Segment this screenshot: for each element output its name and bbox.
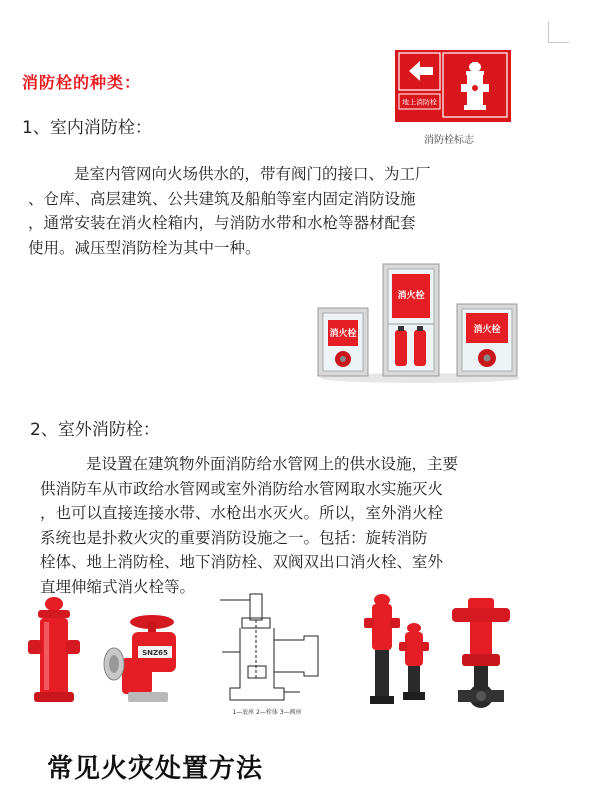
section1-paragraph <box>28 162 568 260</box>
section2-line: 是设置在建筑物外面消防给水管网上的供水设施，主要 <box>86 455 459 473</box>
cabinet-right <box>457 304 517 376</box>
section2-title: 2、室外消防栓： <box>30 420 160 440</box>
indoor-hydrant-cabinets-image <box>315 262 525 384</box>
section2-line: 供消防车从市政给水管网或室外消防给水管网取水实施灭火 <box>40 479 444 498</box>
sign-label: 地上消防栓 <box>402 98 437 107</box>
section1-line: 是室内管网向火场供水的，带有阀门的接口、为工厂 <box>74 165 431 183</box>
angle-valve-image <box>104 615 176 702</box>
diagram-caption: 1—底座 2—栓体 3—阀座 <box>232 709 302 716</box>
two-hydrants-image <box>364 594 429 704</box>
hydrant-types-heading: 消防栓的种类： <box>22 73 142 92</box>
sign-caption: 消防栓标志 <box>424 135 474 146</box>
cabinet-left <box>318 308 368 376</box>
section2-line: 栓体、地上消防栓、地下消防栓、双阀双出口消火栓、室外 <box>40 553 444 571</box>
section1-line: 、仓库、高层建筑、公共建筑及船舶等室内固定消防设施 <box>28 189 416 208</box>
cabinet-middle <box>383 264 439 376</box>
page-corner-mark <box>548 22 569 43</box>
cabinet-left-text: 消火栓 <box>329 329 357 339</box>
valve-label: SNZ65 <box>142 649 168 657</box>
section2-paragraph <box>40 452 580 599</box>
hydrant-diagram <box>220 594 318 700</box>
section2-line: ，也可以直接连接水带、水枪出水灭火。所以，室外消火栓 <box>40 504 444 522</box>
section2-line: 直埋伸缩式消火栓等。 <box>40 577 196 596</box>
cabinet-right-text: 消火栓 <box>473 325 501 335</box>
section1-title: 1、室内消防栓： <box>22 118 152 138</box>
red-hydrant-image <box>28 597 80 702</box>
section2-line: 系统也是扑救火灾的重要消防设施之一。包括：旋转消防 <box>40 528 428 547</box>
section1-line: 使用。减压型消防栓为其中一种。 <box>28 238 261 257</box>
cabinet-middle-text: 消火栓 <box>397 291 425 301</box>
outdoor-hydrants-image-row <box>22 592 577 720</box>
underground-hydrant-image <box>452 598 510 708</box>
fire-handling-methods-title: 常见火灾处置方法 <box>47 754 264 784</box>
section1-line: ，通常安装在消火栓箱内，与消防水带和水枪等器材配套 <box>28 214 416 232</box>
hydrant-sign <box>393 48 513 128</box>
